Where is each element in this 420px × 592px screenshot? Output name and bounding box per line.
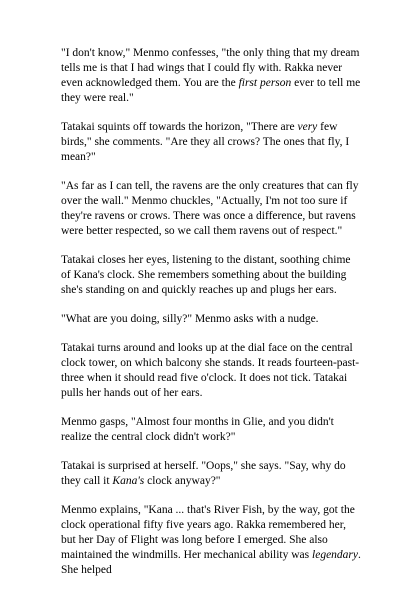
text-run: Tatakai squints off towards the horizon, "There are <box>61 121 298 133</box>
body-text <box>61 46 361 592</box>
italic-text: very <box>297 121 318 133</box>
text-run: . She helped <box>61 549 361 576</box>
paragraph <box>61 253 361 298</box>
paragraph <box>61 341 361 401</box>
paragraph <box>61 459 361 489</box>
italic-text: first person <box>238 77 292 89</box>
text-run: "What are you doing, silly?" Menmo asks with a nudge. <box>61 313 319 325</box>
paragraph <box>61 415 361 445</box>
paragraph <box>61 503 361 578</box>
text-run: "As far as I can tell, the ravens are the only creatures that can fly over the wall." Menmo chuckles, "Actually, I'm not too sure if they're ravens or crows. There was once a difference, but ravens were better respected, so we call them ravens out of respect." <box>61 180 359 237</box>
paragraph <box>61 46 361 106</box>
text-run: ever to tell me they were real." <box>61 77 361 104</box>
text-run: Menmo gasps, "Almost four months in Glie, and you didn't realize the central clock didn't work?" <box>61 416 334 443</box>
text-run: Menmo explains, "Kana ... that's River Fish, by the way, got the clock operational fifty five years ago. Rakka remembered her, but her Day of Flight was long before I emerged. She also maintained the windmills. Her mechanical ability was <box>61 504 355 561</box>
paragraph <box>61 312 361 327</box>
italic-text: legendary <box>312 549 358 561</box>
text-run: few birds," she comments. "Are they all crows? The ones that fly, I mean?" <box>61 121 350 163</box>
text-run: Tatakai turns around and looks up at the dial face on the central clock tower, on which balcony she stands. It reads fourteen-past-three when it should read five o'clock. It does not tick. Tatakai pulls her hands out of her ears. <box>61 342 360 399</box>
paragraph <box>61 120 361 165</box>
text-run: Tatakai is surprised at herself. "Oops," she says. "Say, why do they call it <box>61 460 346 487</box>
italic-text: Kana's <box>112 475 145 487</box>
paragraph <box>61 179 361 239</box>
text-run: Tatakai closes her eyes, listening to the distant, soothing chime of Kana's clock. She remembers something about the building she's standing on and quickly reaches up and plugs her ears. <box>61 254 351 296</box>
text-run: clock anyway?" <box>144 475 221 487</box>
text-run: "I don't know," Menmo confesses, "the only thing that my dream tells me is that I had wings that I could fly with. Rakka never even acknowledged them. You are the <box>61 47 360 89</box>
